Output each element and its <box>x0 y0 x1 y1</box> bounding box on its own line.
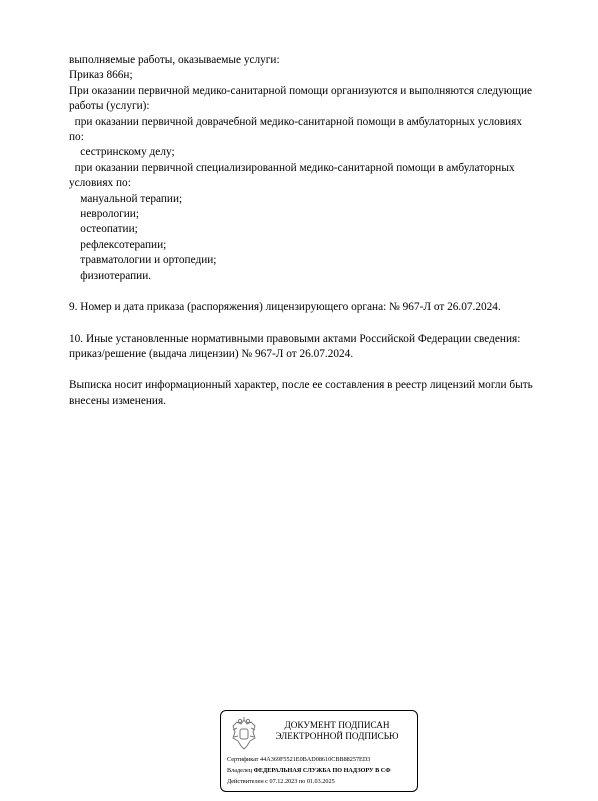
body-line: неврологии; <box>69 208 139 221</box>
body-line: рефлексотерапии; <box>69 238 167 251</box>
coat-of-arms-icon <box>229 716 259 752</box>
electronic-signature-stamp <box>220 710 418 792</box>
body-line: Приказ 866н; <box>69 69 133 82</box>
license-services-list <box>69 53 569 284</box>
item-10-line-1: 10. Иные установленные нормативными правовыми актами Российской Федерации сведения: <box>69 332 521 345</box>
body-line: При оказании первичной медико-санитарной помощи организуются и выполняются следующие <box>69 84 533 97</box>
item-9-order-number: 9. Номер и дата приказа (распоряжения) лицензирующего органа: № 967-Л от 26.07.2024. <box>69 301 501 314</box>
document-body <box>69 53 569 409</box>
body-line: остеопатии; <box>69 223 138 236</box>
body-line: мануальной терапии; <box>69 192 183 205</box>
body-line: условиях по: <box>69 177 131 190</box>
body-line: при оказании первичной доврачебной медико-санитарной помощи в амбулаторных условиях <box>69 115 522 128</box>
body-line: физиотерапии. <box>69 269 152 282</box>
body-line: работы (услуги): <box>69 100 150 113</box>
body-line: травматологии и ортопедии; <box>69 254 217 267</box>
owner-row: Владелец ФЕДЕРАЛЬНАЯ СЛУЖБА ПО НАДЗОРУ В СФ <box>227 767 391 774</box>
body-line: выполняемые работы, оказываемые услуги: <box>69 54 280 66</box>
stamp-title: ДОКУМЕНТ ПОДПИСАН ЭЛЕКТРОННОЙ ПОДПИСЬЮ <box>275 720 399 741</box>
disclaimer-line-2: внесены изменения. <box>69 394 166 407</box>
body-line: сестринскому делу; <box>69 146 175 159</box>
validity-row: Действителен с 07.12.2023 по 01.03.2025 <box>227 778 335 785</box>
body-line: при оказании первичной специализированной медико-санитарной помощи в амбулаторных <box>69 161 515 174</box>
body-line: по: <box>69 131 84 144</box>
certificate-row: Сертификат 44A369F5521E0BAD08610CBB88257ED3 <box>227 756 371 763</box>
disclaimer-line-1: Выписка носит информационный характер, после ее составления в реестр лицензий могли быть <box>69 379 533 392</box>
item-10-line-2: приказ/решение (выдача лицензии) № 967-Л от 26.07.2024. <box>69 347 354 360</box>
